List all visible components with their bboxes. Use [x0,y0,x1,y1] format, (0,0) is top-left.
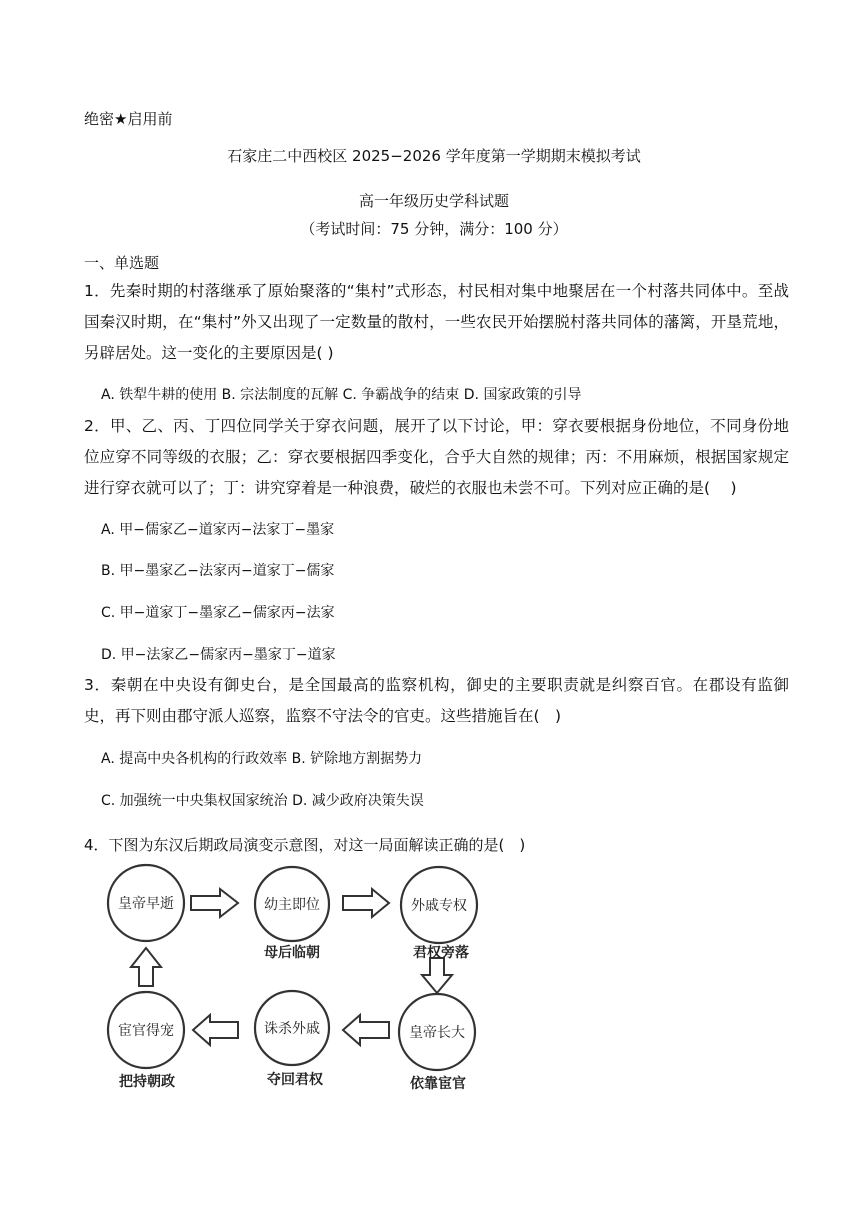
caption-3: 依靠宦官 [410,1076,466,1092]
arrow-right-1 [191,889,238,917]
question-2-option-d: D. 甲−法家乙−儒家丙−墨家丁−道家 [101,647,336,663]
question-4-stem: 4．下图为东汉后期政局演变示意图，对这一局面解读正确的是( ) [84,836,526,854]
arrow-down [422,958,452,993]
arrow-left-2 [193,1015,238,1045]
exam-title: 石家庄二中西校区 2025−2026 学年度第一学期期末模拟考试 [227,147,641,165]
node-label-3: 外戚专权 [411,898,467,914]
node-label-5: 诛杀外戚 [264,1021,320,1037]
caption-4: 夺回君权 [267,1072,323,1088]
node-label-1: 皇帝早逝 [118,896,174,912]
arrow-up [131,948,161,986]
question-2-option-c: C. 甲−道家丁−墨家乙−儒家丙−法家 [101,605,335,621]
caption-5: 把持朝政 [119,1074,175,1090]
caption-1: 母后临朝 [264,945,320,961]
caption-2: 君权旁落 [413,945,469,961]
question-2-option-b: B. 甲−墨家乙−法家丙−道家丁−儒家 [101,563,335,579]
question-1-stem: 1．先秦时期的村落继承了原始聚落的“集村”式形态，村民相对集中地聚居在一个村落共同体中。至战国秦汉时期，在“集村”外又出现了一定数量的散村，一些农民开始摆脱村落共同体的藩篱，开垦荒地，另辟居处。这一变化的主要原因是( ) [84,282,789,362]
question-2-option-a: A. 甲−儒家乙−道家丙−法家丁−墨家 [101,522,335,538]
exam-info: （考试时间：75 分钟，满分：100 分） [300,220,568,238]
arrow-left-1 [343,1015,389,1045]
question-2-stem: 2．甲、乙、丙、丁四位同学关于穿衣问题，展开了以下讨论，甲：穿衣要根据身份地位，不同身份地位应穿不同等级的衣服；乙：穿衣要根据四季变化，合乎大自然的规律；丙：不用麻烦，根据国家规定进行穿衣就可以了；丁：讲究穿着是一种浪费，破烂的衣服也未尝不可。下列对应正确的是( ) [84,417,789,497]
node-label-6: 宦官得宠 [118,1023,174,1039]
node-label-4: 皇帝长大 [409,1025,465,1041]
question-1-options: A. 铁犁牛耕的使用 B. 宗法制度的瓦解 C. 争霸战争的结束 D. 国家政策的引导 [101,387,582,403]
question-3-stem: 3．秦朝在中央设有御史台，是全国最高的监察机构，御史的主要职责就是纠察百官。在郡设有监御史，再下则由郡守派人巡察，监察不守法令的官吏。这些措施旨在( ) [84,676,789,725]
secret-mark: 绝密★启用前 [84,110,173,128]
arrow-right-2 [343,889,389,917]
exam-subtitle: 高一年级历史学科试题 [358,192,509,210]
section-heading: 一、单选题 [84,254,160,272]
question-3-option-ab: A. 提高中央各机构的行政效率 B. 铲除地方割据势力 [101,751,423,767]
node-label-2: 幼主即位 [264,897,320,913]
question-3-option-cd: C. 加强统一中央集权国家统治 D. 减少政府决策失误 [101,793,424,809]
